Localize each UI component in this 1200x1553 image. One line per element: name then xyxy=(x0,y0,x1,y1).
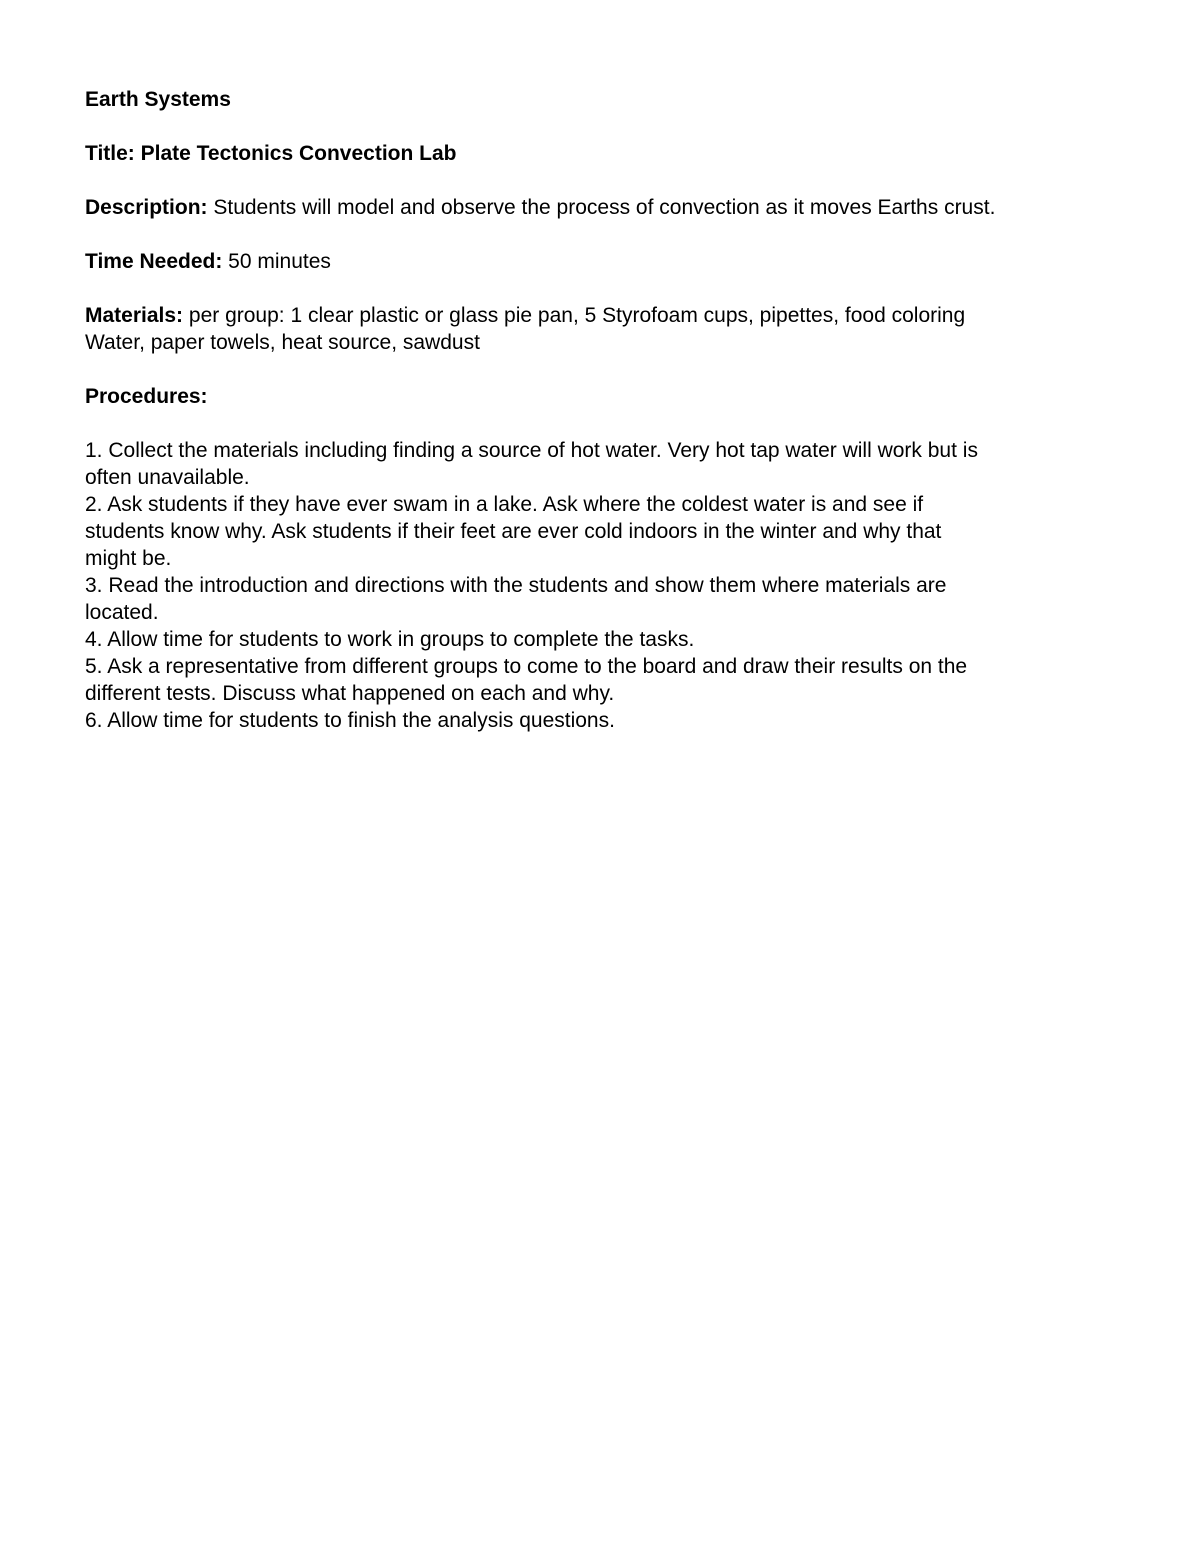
description-value: Students will model and observe the process of convection as it moves Earths crust. xyxy=(213,196,996,219)
materials-value-1: per group: 1 clear plastic or glass pie pan, 5 Styrofoam cups, pipettes, food coloring xyxy=(188,304,966,327)
description-label: Description: xyxy=(85,196,208,219)
materials-block xyxy=(85,302,1125,356)
procedure-step xyxy=(85,572,1125,626)
procedure-step-line: located. xyxy=(85,601,159,624)
procedures-list xyxy=(85,437,1125,734)
procedure-step-line: different tests. Discuss what happened on each and why. xyxy=(85,682,615,705)
procedure-step-line: 5. Ask a representative from different groups to come to the board and draw their results on the xyxy=(85,655,968,678)
procedure-step-line: often unavailable. xyxy=(85,466,250,489)
procedure-step-line: 2. Ask students if they have ever swam in a lake. Ask where the coldest water is and see if xyxy=(85,493,924,516)
time-needed-label: Time Needed: xyxy=(85,250,223,273)
title-label: Title: xyxy=(85,142,135,165)
procedure-step-line: might be. xyxy=(85,547,172,570)
document-page xyxy=(85,86,1125,734)
procedures-heading: Procedures: xyxy=(85,385,208,408)
procedure-step xyxy=(85,626,1125,653)
title-value: Plate Tectonics Convection Lab xyxy=(140,142,457,165)
procedure-step xyxy=(85,707,1125,734)
description-line xyxy=(85,194,1125,221)
procedure-step-line: students know why. Ask students if their feet are ever cold indoors in the winter and why that xyxy=(85,520,942,543)
procedure-step xyxy=(85,437,1125,491)
time-needed-line xyxy=(85,248,1125,275)
procedure-step-line: 1. Collect the materials including finding a source of hot water. Very hot tap water will work but is xyxy=(85,439,978,462)
title-line xyxy=(85,140,1125,167)
procedure-step xyxy=(85,653,1125,707)
procedure-step-line: 6. Allow time for students to finish the analysis questions. xyxy=(85,709,615,732)
materials-label: Materials: xyxy=(85,304,184,327)
course-heading: Earth Systems xyxy=(85,88,231,111)
time-needed-value: 50 minutes xyxy=(228,250,331,273)
materials-line-2: Water, paper towels, heat source, sawdust xyxy=(85,331,480,354)
procedure-step xyxy=(85,491,1125,572)
procedure-step-line: 3. Read the introduction and directions with the students and show them where materials are xyxy=(85,574,947,597)
materials-line-1 xyxy=(85,302,1125,329)
procedure-step-line: 4. Allow time for students to work in groups to complete the tasks. xyxy=(85,628,695,651)
